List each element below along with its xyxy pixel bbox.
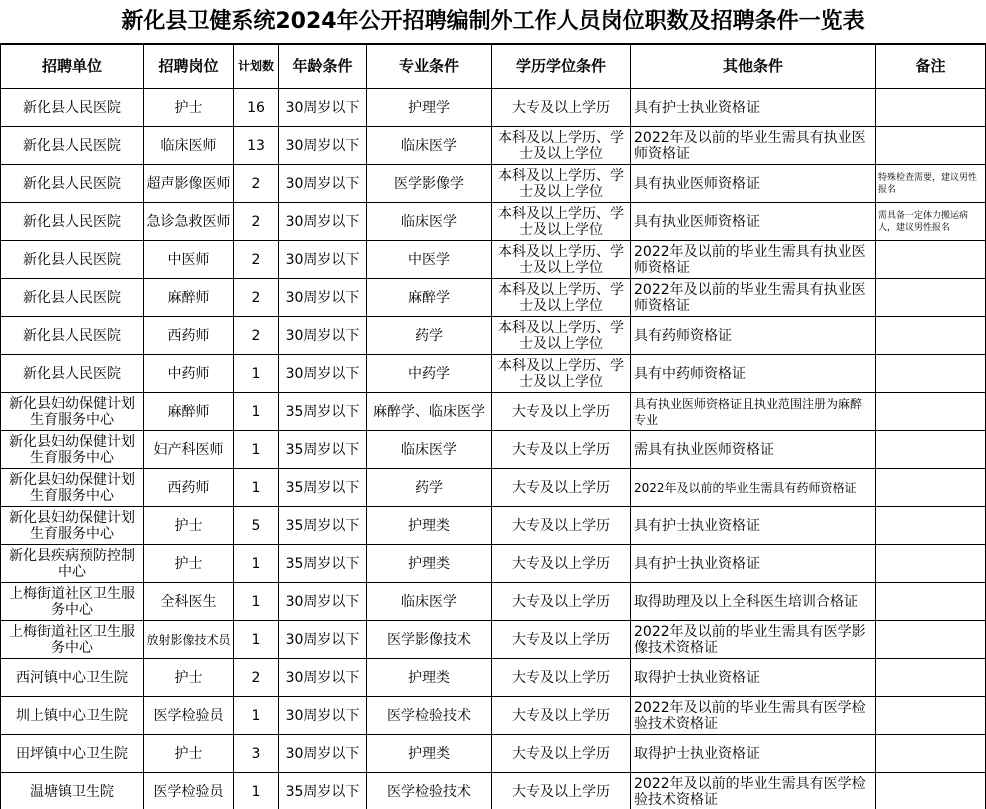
cell-other: 2022年及以前的毕业生需具有医学检验技术资格证 [631,773,876,809]
header-age: 年龄条件 [279,45,367,89]
cell-unit: 新化县人民医院 [1,355,144,393]
cell-remark [876,431,986,469]
cell-edu: 大专及以上学历 [492,583,631,621]
cell-plan: 16 [234,89,279,127]
cell-other: 2022年及以前的毕业生需具有医学检验技术资格证 [631,697,876,735]
cell-age: 30周岁以下 [279,735,367,773]
cell-edu: 本科及以上学历、学士及以上学位 [492,165,631,203]
cell-edu: 本科及以上学历、学士及以上学位 [492,127,631,165]
cell-edu: 大专及以上学历 [492,431,631,469]
table-body [1,89,986,809]
cell-plan: 1 [234,583,279,621]
cell-post: 西药师 [144,469,234,507]
cell-edu: 大专及以上学历 [492,697,631,735]
table-row [1,317,986,355]
cell-plan: 5 [234,507,279,545]
cell-plan: 1 [234,697,279,735]
table-row [1,203,986,241]
table-row [1,241,986,279]
cell-plan: 1 [234,469,279,507]
cell-post: 超声影像医师 [144,165,234,203]
cell-other: 具有执业医师资格证 [631,165,876,203]
cell-major: 护理类 [367,659,492,697]
table-row [1,355,986,393]
cell-other: 取得护士执业资格证 [631,735,876,773]
header-other: 其他条件 [631,45,876,89]
header-unit: 招聘单位 [1,45,144,89]
cell-remark [876,469,986,507]
cell-plan: 1 [234,773,279,809]
cell-post: 护士 [144,735,234,773]
cell-edu: 大专及以上学历 [492,621,631,659]
cell-remark [876,773,986,809]
cell-plan: 2 [234,279,279,317]
cell-age: 35周岁以下 [279,507,367,545]
cell-plan: 2 [234,203,279,241]
cell-unit: 新化县人民医院 [1,241,144,279]
cell-age: 35周岁以下 [279,393,367,431]
cell-post: 医学检验员 [144,773,234,809]
cell-unit: 田坪镇中心卫生院 [1,735,144,773]
cell-age: 30周岁以下 [279,317,367,355]
cell-unit: 新化县人民医院 [1,203,144,241]
cell-post: 全科医生 [144,583,234,621]
cell-remark: 特殊检查需要，建议男性报名 [876,165,986,203]
cell-other: 取得助理及以上全科医生培训合格证 [631,583,876,621]
cell-post: 医学检验员 [144,697,234,735]
cell-post: 护士 [144,545,234,583]
cell-plan: 1 [234,393,279,431]
table-row [1,697,986,735]
cell-age: 30周岁以下 [279,89,367,127]
cell-major: 护理类 [367,545,492,583]
cell-edu: 大专及以上学历 [492,89,631,127]
table-row [1,659,986,697]
cell-unit: 西河镇中心卫生院 [1,659,144,697]
cell-age: 30周岁以下 [279,203,367,241]
cell-plan: 13 [234,127,279,165]
cell-unit: 新化县妇幼保健计划生育服务中心 [1,393,144,431]
cell-remark [876,393,986,431]
cell-unit: 新化县人民医院 [1,127,144,165]
cell-remark [876,317,986,355]
cell-age: 30周岁以下 [279,127,367,165]
cell-edu: 本科及以上学历、学士及以上学位 [492,241,631,279]
cell-other: 2022年及以前的毕业生需具有药师资格证 [631,469,876,507]
cell-major: 医学影像技术 [367,621,492,659]
cell-unit: 新化县人民医院 [1,317,144,355]
cell-edu: 大专及以上学历 [492,735,631,773]
cell-post: 麻醉师 [144,393,234,431]
cell-edu: 大专及以上学历 [492,507,631,545]
cell-unit: 温塘镇卫生院 [1,773,144,809]
cell-age: 30周岁以下 [279,621,367,659]
cell-major: 临床医学 [367,583,492,621]
cell-post: 护士 [144,507,234,545]
cell-unit: 上梅街道社区卫生服务中心 [1,583,144,621]
header-remark: 备注 [876,45,986,89]
cell-other: 2022年及以前的毕业生需具有执业医师资格证 [631,279,876,317]
cell-major: 医学检验技术 [367,697,492,735]
cell-age: 35周岁以下 [279,431,367,469]
cell-edu: 本科及以上学历、学士及以上学位 [492,355,631,393]
table-row [1,583,986,621]
cell-post: 放射影像技术员 [144,621,234,659]
cell-post: 临床医师 [144,127,234,165]
cell-major: 麻醉学、临床医学 [367,393,492,431]
cell-other: 具有药师资格证 [631,317,876,355]
cell-edu: 本科及以上学历、学士及以上学位 [492,203,631,241]
cell-unit: 新化县人民医院 [1,279,144,317]
cell-age: 30周岁以下 [279,279,367,317]
cell-age: 30周岁以下 [279,355,367,393]
cell-major: 中药学 [367,355,492,393]
table-row [1,545,986,583]
cell-age: 30周岁以下 [279,659,367,697]
cell-major: 麻醉学 [367,279,492,317]
header-edu: 学历学位条件 [492,45,631,89]
cell-remark [876,583,986,621]
table-row [1,507,986,545]
cell-plan: 1 [234,431,279,469]
cell-major: 护理学 [367,89,492,127]
header-plan: 计划数 [234,45,279,89]
cell-remark: 需具备一定体力搬运病人，建议男性报名 [876,203,986,241]
cell-edu: 大专及以上学历 [492,393,631,431]
cell-major: 药学 [367,317,492,355]
cell-remark [876,507,986,545]
cell-remark [876,279,986,317]
cell-other: 具有护士执业资格证 [631,89,876,127]
page-title: 新化县卫健系统2024年公开招聘编制外工作人员岗位职数及招聘条件一览表 [0,0,986,44]
table-row [1,127,986,165]
cell-post: 妇产科医师 [144,431,234,469]
cell-major: 临床医学 [367,203,492,241]
cell-major: 中医学 [367,241,492,279]
cell-plan: 2 [234,317,279,355]
cell-plan: 1 [234,355,279,393]
cell-other: 具有护士执业资格证 [631,507,876,545]
cell-post: 护士 [144,659,234,697]
header-row [1,45,986,89]
table-row [1,469,986,507]
cell-edu: 本科及以上学历、学士及以上学位 [492,279,631,317]
cell-major: 护理类 [367,735,492,773]
cell-unit: 新化县妇幼保健计划生育服务中心 [1,507,144,545]
cell-other: 具有执业医师资格证且执业范围注册为麻醉专业 [631,393,876,431]
cell-major: 临床医学 [367,431,492,469]
cell-plan: 2 [234,659,279,697]
cell-plan: 1 [234,621,279,659]
cell-unit: 圳上镇中心卫生院 [1,697,144,735]
cell-other: 2022年及以前的毕业生需具有执业医师资格证 [631,241,876,279]
cell-post: 麻醉师 [144,279,234,317]
cell-post: 中医师 [144,241,234,279]
cell-unit: 新化县妇幼保健计划生育服务中心 [1,469,144,507]
cell-major: 临床医学 [367,127,492,165]
cell-post: 护士 [144,89,234,127]
cell-age: 30周岁以下 [279,697,367,735]
cell-other: 2022年及以前的毕业生需具有医学影像技术资格证 [631,621,876,659]
cell-remark [876,545,986,583]
cell-age: 30周岁以下 [279,241,367,279]
cell-other: 2022年及以前的毕业生需具有执业医师资格证 [631,127,876,165]
cell-remark [876,735,986,773]
cell-major: 护理类 [367,507,492,545]
cell-age: 35周岁以下 [279,545,367,583]
cell-edu: 本科及以上学历、学士及以上学位 [492,317,631,355]
recruitment-table [0,44,986,809]
cell-unit: 新化县疾病预防控制中心 [1,545,144,583]
cell-edu: 大专及以上学历 [492,659,631,697]
cell-remark [876,697,986,735]
table-row [1,89,986,127]
cell-remark [876,127,986,165]
table-row [1,393,986,431]
table-row [1,735,986,773]
cell-age: 35周岁以下 [279,469,367,507]
cell-edu: 大专及以上学历 [492,469,631,507]
header-post: 招聘岗位 [144,45,234,89]
cell-age: 30周岁以下 [279,165,367,203]
cell-other: 具有执业医师资格证 [631,203,876,241]
table-row [1,165,986,203]
cell-remark [876,89,986,127]
cell-other: 取得护士执业资格证 [631,659,876,697]
cell-major: 药学 [367,469,492,507]
table-row [1,773,986,809]
cell-unit: 新化县人民医院 [1,89,144,127]
cell-edu: 大专及以上学历 [492,545,631,583]
cell-post: 中药师 [144,355,234,393]
cell-age: 35周岁以下 [279,773,367,809]
cell-remark [876,659,986,697]
cell-plan: 3 [234,735,279,773]
cell-major: 医学影像学 [367,165,492,203]
cell-plan: 1 [234,545,279,583]
cell-post: 急诊急救医师 [144,203,234,241]
table-row [1,279,986,317]
table-row [1,621,986,659]
cell-post: 西药师 [144,317,234,355]
cell-age: 30周岁以下 [279,583,367,621]
cell-unit: 上梅街道社区卫生服务中心 [1,621,144,659]
cell-plan: 2 [234,241,279,279]
cell-unit: 新化县人民医院 [1,165,144,203]
cell-major: 医学检验技术 [367,773,492,809]
cell-other: 需具有执业医师资格证 [631,431,876,469]
cell-plan: 2 [234,165,279,203]
table-row [1,431,986,469]
cell-remark [876,241,986,279]
cell-remark [876,355,986,393]
cell-remark [876,621,986,659]
cell-other: 具有护士执业资格证 [631,545,876,583]
cell-other: 具有中药师资格证 [631,355,876,393]
cell-edu: 大专及以上学历 [492,773,631,809]
header-major: 专业条件 [367,45,492,89]
cell-unit: 新化县妇幼保健计划生育服务中心 [1,431,144,469]
